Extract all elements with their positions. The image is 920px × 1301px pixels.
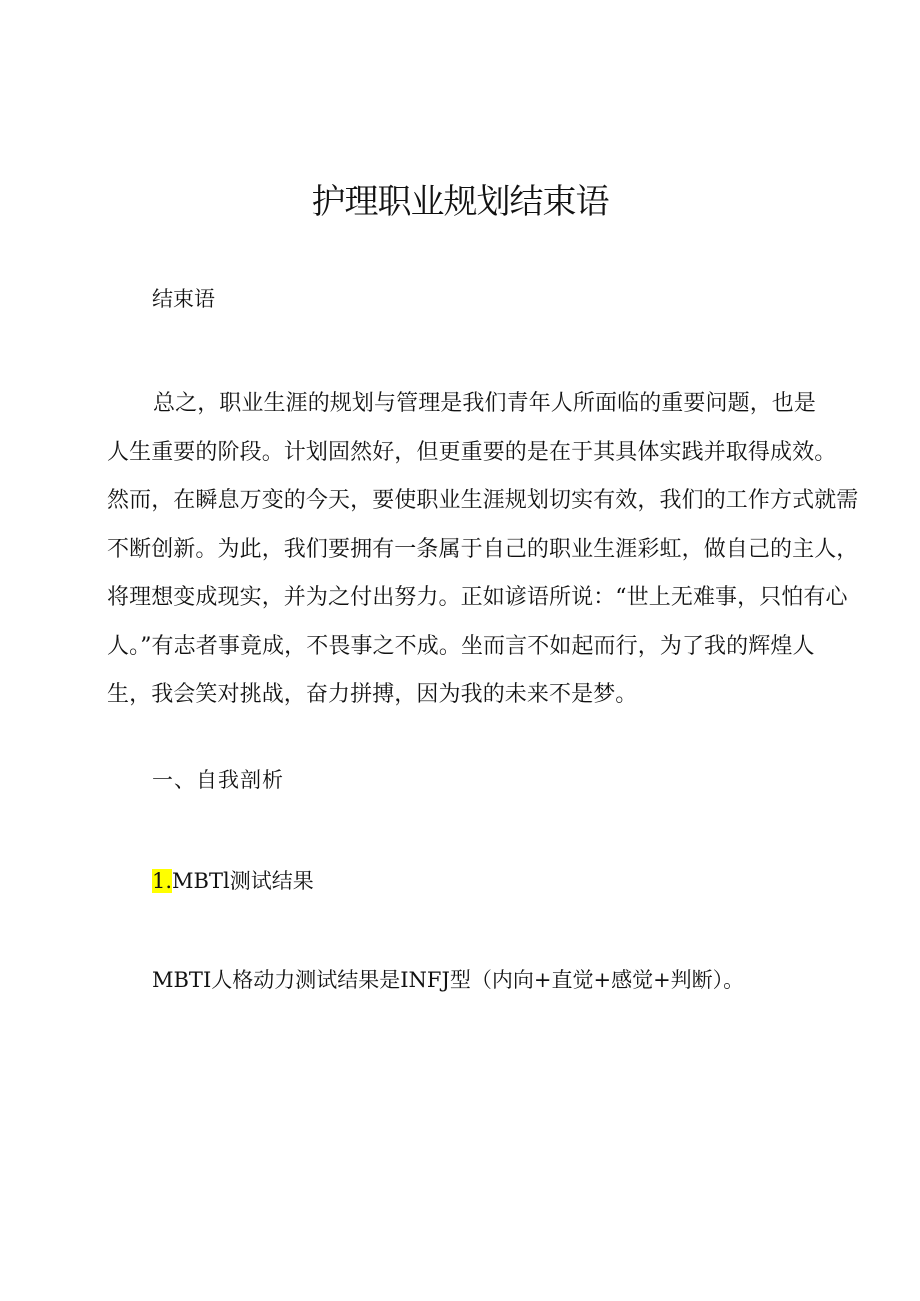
paragraph-line: 然而，在瞬息万变的今天，要使职业生涯规划切实有效，我们的工作方式就需 <box>107 488 859 513</box>
paragraph-line: 生，我会笑对挑战，奋力拼搏，因为我的未来不是梦。 <box>107 682 638 707</box>
paragraph-line: 人。”有志者事竟成，不畏事之不成。坐而言不如起而行，为了我的辉煌人 <box>107 633 815 659</box>
conclusion-paragraph <box>107 380 859 720</box>
ending-heading: 结束语 <box>152 287 215 311</box>
mbti-subheading-text: MBTl测试结果 <box>172 869 314 893</box>
paragraph-line: 不断创新。为此，我们要拥有一条属于自己的职业生涯彩虹，做自己的主人， <box>107 536 859 562</box>
paragraph-line: 人生重要的阶段。计划固然好，但更重要的是在于其具体实践并取得成效。 <box>107 439 837 465</box>
highlighted-number: 1. <box>152 869 173 893</box>
paragraph-line: 将理想变成现实，并为之付出努力。正如谚语所说：“世上无难事，只怕有心 <box>107 585 848 610</box>
paragraph-line: 总之，职业生涯的规划与管理是我们青年人所面临的重要问题，也是 <box>153 391 817 416</box>
document-title: 护理职业规划结束语 <box>311 182 609 222</box>
section-heading-self-analysis: 一、自我剖析 <box>152 768 284 792</box>
mbti-subheading <box>152 866 314 896</box>
mbti-result-text: MBTI人格动力测试结果是INFJ型（内向+直觉+感觉+判断）。 <box>152 968 745 992</box>
